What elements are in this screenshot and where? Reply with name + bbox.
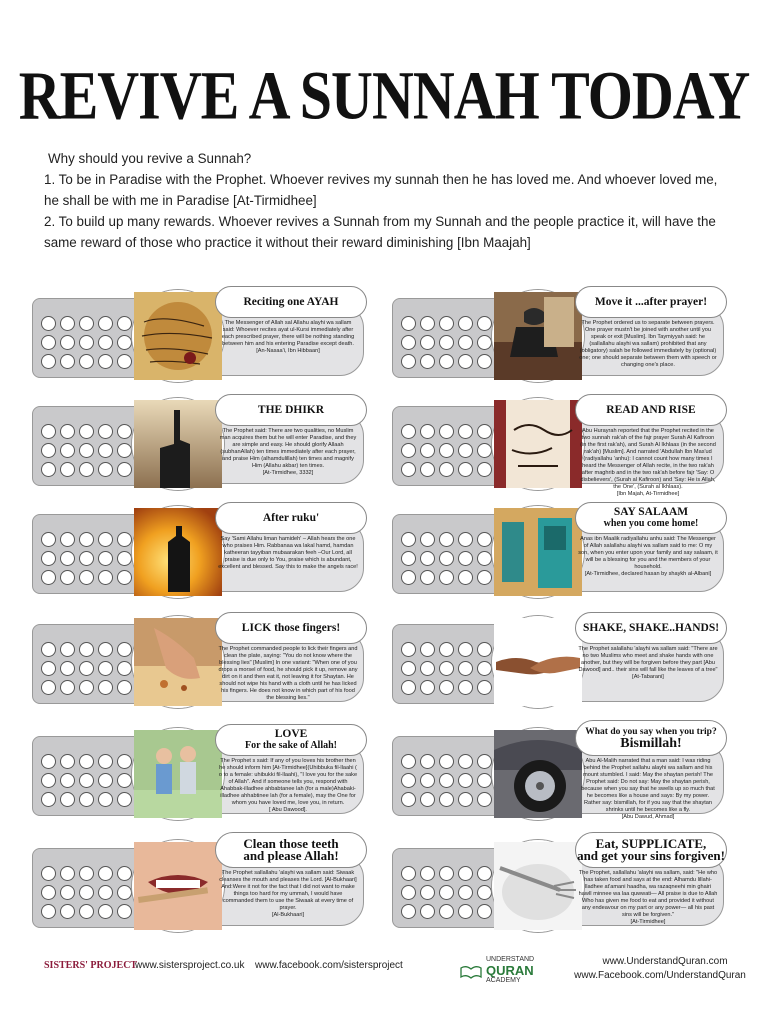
tracker-circle[interactable] (41, 866, 56, 881)
tracker-circle[interactable] (79, 532, 94, 547)
uq-website-link[interactable]: www.UnderstandQuran.com (602, 956, 728, 967)
sunset-silhouette-photo (132, 506, 224, 598)
tracker-circle[interactable] (458, 570, 473, 585)
page-title: REVIVE A SUNNAH TODAY (18, 57, 750, 134)
tracker-circle[interactable] (117, 424, 132, 439)
tracker-circle[interactable] (477, 754, 492, 769)
tracker-circle[interactable] (60, 904, 75, 919)
tracker-circle[interactable] (458, 904, 473, 919)
card-move-after-prayer (392, 290, 728, 383)
tracker-circle[interactable] (79, 885, 94, 900)
tracker-circle[interactable] (439, 551, 454, 566)
tracker-circle[interactable] (401, 754, 416, 769)
card-body: The Prophet, sallallahu 'alayhi wa sallam, said: "He who has taken food and says at the end: Alhamdu lillahi-lladhee at'amani haadha, wa razaqneehi min ghairi hawlI minnee wa laa quwwati— All praise is due to Allah Who has given me food to eat and provided it without any endeavour on my part or any power— all his past sins will be forgiven." [At-Tirmidhee] (578, 870, 718, 925)
tracker-circle[interactable] (401, 570, 416, 585)
tracker-circle[interactable] (401, 904, 416, 919)
tracker-circle[interactable] (98, 754, 113, 769)
tracker-circle[interactable] (60, 532, 75, 547)
tracker-circle[interactable] (79, 316, 94, 331)
tracker-circle[interactable] (439, 335, 454, 350)
tracker-circle[interactable] (60, 424, 75, 439)
tracker-circle[interactable] (41, 443, 56, 458)
tracker-circle[interactable] (79, 792, 94, 807)
tracker-circle[interactable] (439, 754, 454, 769)
tracker-circle[interactable] (420, 642, 435, 657)
card-body: Abu Hurayrah reported that the Prophet recited in the two sunnah rak'ah of the fajr prayer Surah Al Kafiroon (in the first rak'ah), and Surah Al Ikhlaas (in the second rak'ah) [Muslim]. And narrated 'Abdullah Ibn Mas'ud (radiyallahu 'anhu): I cannot count how many times I heard the Messenger of Allah recite, in the two rak'ah after maghrib and in the two rak'ah before fajr 'Say: O disbelievers', (Surah al Kafiroon) and 'Say: He is Allah, the One', (Surah al Ikhlaas). [Ibn Majah, At-Tirmidhee] (580, 428, 716, 497)
tracker-circle[interactable] (41, 754, 56, 769)
tracker-circle[interactable] (420, 424, 435, 439)
tracker-circle[interactable] (420, 335, 435, 350)
tracker-circle[interactable] (79, 462, 94, 477)
card-heading: LOVE For the sake of Allah! (215, 724, 367, 756)
card-body: The Prophet s said: If any of you loves his brother then he should inform him [At-Tirmidhee](Uhibbuka fil-llaahi ( o to a female: uhibukki fil-llaahi), "I love you for the sake of Allah". And if someone tells you, respond with Ahabbak-illadhee ahbabtanee lah (for a male)Ahabaki-illadhee ahhabtinee lah (for a female), may the One for whom you have loved me, love you, in return. [ Abu Dawood]. (218, 758, 358, 813)
tracker-circle[interactable] (401, 680, 416, 695)
tracker-circle[interactable] (458, 316, 473, 331)
tracker-circle[interactable] (401, 532, 416, 547)
tracker-circle[interactable] (477, 335, 492, 350)
tracker-circle[interactable] (41, 904, 56, 919)
tracker-circle[interactable] (458, 551, 473, 566)
footer (0, 950, 768, 990)
card-heading: Eat, SUPPLICATE, and get your sins forgiven! (575, 832, 727, 868)
tracker-circle[interactable] (60, 885, 75, 900)
tracker-circle[interactable] (41, 642, 56, 657)
tracker-circle[interactable] (439, 661, 454, 676)
tracker-circle[interactable] (41, 462, 56, 477)
card-heading: What do you say when you trip? Bismillah! (575, 720, 727, 756)
uq-sub-text: ACADEMY (486, 977, 521, 984)
card-body: The Prophet ordered us to separate between prayers. One prayer mustn't be joined with another until you speak or exit [Muslim]. Ibn Taymiyyah said: he (sallallahu alayhi wa sallam) prohibited that any (obligatory) salah be followed immediately by (optional) one; one should separate between them with speech or changing one's place. (579, 320, 717, 368)
tracker-circle[interactable] (420, 316, 435, 331)
card-heading: Move it ...after prayer! (575, 286, 727, 318)
tracker-circle[interactable] (477, 680, 492, 695)
tracker-circle[interactable] (79, 904, 94, 919)
tracker-circle[interactable] (41, 680, 56, 695)
tracker-circle[interactable] (420, 354, 435, 369)
tracker-circle[interactable] (79, 661, 94, 676)
intro-reason-1-line-2: he shall be with me in Paradise [At-Tirmidhee] (44, 193, 317, 208)
tracker-circle[interactable] (41, 661, 56, 676)
tracker-circle[interactable] (420, 904, 435, 919)
tracker-circle[interactable] (41, 424, 56, 439)
tracker-circle[interactable] (79, 424, 94, 439)
tracker-circle[interactable] (98, 443, 113, 458)
tracker-circle[interactable] (98, 354, 113, 369)
tracker-circle[interactable] (98, 551, 113, 566)
card-read-and-rise (392, 398, 728, 497)
tracker-circle[interactable] (98, 462, 113, 477)
tracker-circle[interactable] (60, 866, 75, 881)
tracker-circle[interactable] (401, 773, 416, 788)
tracker-circle[interactable] (41, 885, 56, 900)
book-icon (460, 964, 482, 978)
tracker-circle[interactable] (439, 424, 454, 439)
card-heading: After ruku' (215, 502, 367, 534)
tracker-circle[interactable] (60, 354, 75, 369)
tracker-circle[interactable] (458, 773, 473, 788)
tracker-circle[interactable] (79, 354, 94, 369)
uq-facebook-link[interactable]: www.Facebook.com/UnderstandQuran (574, 970, 746, 981)
sisters-facebook-link[interactable]: www.facebook.com/sistersproject (255, 960, 403, 971)
tracker-circle[interactable] (477, 885, 492, 900)
tracker-circle[interactable] (79, 866, 94, 881)
car-wheel-photo (492, 728, 584, 820)
tracker-circle[interactable] (60, 792, 75, 807)
tracker-circle[interactable] (420, 773, 435, 788)
tracker-circle[interactable] (60, 335, 75, 350)
tracker-circle[interactable] (439, 680, 454, 695)
tracker-circle[interactable] (98, 866, 113, 881)
tracker-circle[interactable] (458, 642, 473, 657)
tracker-circle[interactable] (458, 354, 473, 369)
tracker-circle[interactable] (458, 443, 473, 458)
tracker-circle[interactable] (117, 754, 132, 769)
tracker-circle[interactable] (98, 680, 113, 695)
tracker-circle[interactable] (117, 792, 132, 807)
tracker-circle[interactable] (79, 335, 94, 350)
tracker-circle[interactable] (60, 754, 75, 769)
tracker-circle[interactable] (60, 316, 75, 331)
tracker-circle[interactable] (117, 885, 132, 900)
hand-food-photo (132, 616, 224, 708)
card-eat-supplicate (392, 836, 728, 933)
tracker-circle[interactable] (41, 316, 56, 331)
intro-section (44, 148, 724, 253)
tracker-circle[interactable] (420, 866, 435, 881)
tracker-circle[interactable] (60, 661, 75, 676)
tracker-circle[interactable] (420, 551, 435, 566)
tracker-circle[interactable] (458, 661, 473, 676)
tracker-circle[interactable] (117, 335, 132, 350)
tracker-circle[interactable] (79, 443, 94, 458)
intro-reason-2-line-1: 2. To build up many rewards. Whoever revives a Sunnah from my Sunnah and the people practice it, will have the (44, 214, 716, 229)
tracker-circle[interactable] (117, 904, 132, 919)
tracker-circle[interactable] (420, 443, 435, 458)
tracker-circle[interactable] (79, 680, 94, 695)
tracker-circle[interactable] (98, 661, 113, 676)
tracker-circle[interactable] (458, 754, 473, 769)
tracker-circle[interactable] (401, 885, 416, 900)
tracker-circle[interactable] (117, 642, 132, 657)
card-say-salaam (392, 506, 728, 599)
tracker-circle[interactable] (79, 551, 94, 566)
tracker-circle[interactable] (117, 462, 132, 477)
tracker-circle[interactable] (420, 754, 435, 769)
tracker-circle[interactable] (117, 532, 132, 547)
tracker-circle[interactable] (477, 443, 492, 458)
tracker-circle[interactable] (439, 316, 454, 331)
tracker-circle[interactable] (401, 443, 416, 458)
card-the-dhikr (32, 398, 368, 491)
tracker-circle[interactable] (117, 316, 132, 331)
tracker-circle[interactable] (477, 532, 492, 547)
tracker-circle[interactable] (98, 424, 113, 439)
tracker-circle[interactable] (477, 354, 492, 369)
tracker-circle[interactable] (458, 462, 473, 477)
tracker-circle[interactable] (458, 532, 473, 547)
uq-top-text: UNDERSTAND (486, 956, 535, 963)
tracker-circle[interactable] (117, 773, 132, 788)
tracker-circle[interactable] (458, 866, 473, 881)
tracker-circle[interactable] (117, 354, 132, 369)
tracker-circle[interactable] (117, 551, 132, 566)
sisters-project-logo: SISTERS' PROJECT (44, 960, 138, 971)
quran-page-photo (132, 290, 224, 382)
tracker-circle[interactable] (439, 866, 454, 881)
tracker-circle[interactable] (458, 424, 473, 439)
card-heading: THE DHIKR (215, 394, 367, 426)
tracker-circle[interactable] (117, 866, 132, 881)
tracker-circle[interactable] (117, 680, 132, 695)
tracker-circle[interactable] (41, 532, 56, 547)
tracker-circle[interactable] (420, 462, 435, 477)
intro-question: Why should you revive a Sunnah? (48, 151, 252, 166)
uq-main-text: QURAN (486, 963, 534, 978)
tracker-circle[interactable] (98, 642, 113, 657)
tracker-circle[interactable] (117, 443, 132, 458)
tracker-circle[interactable] (60, 642, 75, 657)
tracker-circle[interactable] (439, 354, 454, 369)
understand-quran-logo (460, 956, 534, 985)
praying-man-photo (492, 290, 584, 382)
card-lick-fingers (32, 616, 368, 709)
tracker-circle[interactable] (117, 570, 132, 585)
tracker-circle[interactable] (98, 904, 113, 919)
tracker-circle[interactable] (439, 904, 454, 919)
tracker-circle[interactable] (98, 792, 113, 807)
tracker-circle[interactable] (41, 551, 56, 566)
raised-finger-photo (132, 398, 224, 490)
tracker-circle[interactable] (98, 532, 113, 547)
tracker-circle[interactable] (420, 792, 435, 807)
tracker-circle[interactable] (420, 661, 435, 676)
tracker-circle[interactable] (477, 792, 492, 807)
tracker-circle[interactable] (98, 885, 113, 900)
tracker-circle[interactable] (420, 680, 435, 695)
tracker-circle[interactable] (458, 680, 473, 695)
tracker-circle[interactable] (79, 642, 94, 657)
tracker-circle[interactable] (41, 354, 56, 369)
tracker-circle[interactable] (439, 885, 454, 900)
intro-reason-2-line-2: same reward of those who practice it without their reward diminishing [Ibn Maajah] (44, 235, 531, 250)
card-after-ruku (32, 506, 368, 599)
tracker-circle[interactable] (60, 680, 75, 695)
tracker-circle[interactable] (401, 642, 416, 657)
intro-reason-1-line-1: 1. To be in Paradise with the Prophet. Whoever revives my sunnah then he has loved me. And whoever loved me, (44, 172, 718, 187)
card-clean-teeth (32, 836, 368, 933)
tracker-circle[interactable] (401, 661, 416, 676)
tracker-circle[interactable] (60, 570, 75, 585)
tracker-circle[interactable] (477, 904, 492, 919)
card-heading: Reciting one AYAH (215, 286, 367, 318)
tracker-circle[interactable] (458, 885, 473, 900)
tracker-circle[interactable] (477, 773, 492, 788)
tracker-circle[interactable] (401, 316, 416, 331)
tracker-circle[interactable] (401, 551, 416, 566)
tracker-circle[interactable] (420, 532, 435, 547)
tracker-circle[interactable] (439, 773, 454, 788)
tracker-circle[interactable] (98, 570, 113, 585)
tracker-circle[interactable] (439, 792, 454, 807)
card-body: The Prophet said: There are two qualities, no Muslim man acquires them but he will enter Paradise, and they are simple and easy. He should glorify Allaah (subhanAllah) ten times immediately after each prayer, and praise Him (alhamdulillah) ten times and magnify Him (Allahu akbar) ten times. [At-Tirmidhee, 3332] (219, 428, 357, 476)
tracker-circle[interactable] (439, 443, 454, 458)
tracker-circle[interactable] (477, 642, 492, 657)
tracker-circle[interactable] (477, 661, 492, 676)
card-bismillah (392, 728, 728, 821)
tracker-circle[interactable] (458, 335, 473, 350)
tracker-circle[interactable] (41, 792, 56, 807)
tracker-circle[interactable] (401, 335, 416, 350)
arabic-calligraphy-photo (492, 398, 584, 490)
card-body: Abu Al-Malih narrated that a man said: I was riding behind the Prophet sallahu alayhi wa sallam and his mount stumbled. I said: May the shaytan perish! The Prophet said: Do not say: May the shaytan perish, because when you say that he swells up so much that he becomes like a house and says: By my power. Rather say: bismillah, for if you say that the shaytan shrinks until he becomes like a fly. [Abu Dawud, Ahmad] (581, 758, 715, 820)
tracker-circle[interactable] (117, 661, 132, 676)
tracker-circle[interactable] (477, 570, 492, 585)
tracker-circle[interactable] (401, 462, 416, 477)
tracker-circle[interactable] (477, 866, 492, 881)
card-body: The Messenger of Allah sal Allahu alayhi wa sallam said: Whoever recites ayat ul-Kursi immediately after each prescribed prayer, there will be nothing standing between him and his entering Paradise except death. [An-Nasaa'i, Ibn Hibbaan] (221, 320, 355, 354)
tracker-circle[interactable] (98, 335, 113, 350)
card-reciting-ayah (32, 290, 368, 383)
tracker-circle[interactable] (79, 773, 94, 788)
card-heading: SHAKE, SHAKE..HANDS! (575, 612, 727, 644)
tracker-circle[interactable] (439, 642, 454, 657)
tracker-circle[interactable] (41, 773, 56, 788)
tracker-circle[interactable] (60, 462, 75, 477)
fork-plate-photo (492, 840, 584, 932)
siwaak-smile-photo (132, 840, 224, 932)
card-body: The Prophet commanded people to lick their fingers and clean the plate, saying: "You do not know where the blessing lies" [Muslim] In one variant: "When one of you drops a morsel of food, he should pick it up, remove any dirt on it and then eat it, not leaving it for Shaytan. He should not wipe his hand with a cloth until he has licked his fingers. He does not know in which part of his food the blessing lies." (218, 646, 358, 701)
tracker-circle[interactable] (458, 792, 473, 807)
tracker-circle[interactable] (401, 792, 416, 807)
tracker-circle[interactable] (60, 443, 75, 458)
card-love (32, 728, 368, 821)
tracker-circle[interactable] (401, 424, 416, 439)
children-photo (132, 728, 224, 820)
tracker-circle[interactable] (439, 570, 454, 585)
tracker-circle[interactable] (420, 570, 435, 585)
card-heading: READ AND RISE (575, 394, 727, 426)
tracker-circle[interactable] (439, 462, 454, 477)
tracker-circle[interactable] (98, 773, 113, 788)
card-body: Anas ibn Maalik radiyallahu anhu said: The Messenger of Allah salallahu alayhi wa sallam said to me: O my son, when you enter upon your family and say salaam, it will be a blessing for you and the members of your household. [At-Tirmidhee, declared hasan by shaykh al-Albani] (578, 536, 718, 577)
card-body: Say 'Sami Allahu liman hamideh' – Allah hears the one who praises Him. Rabbanaa wa lakal hamd, hamdan katheeran tayyiban mubaarakan feeh –Our Lord, all praise is due only to You, praise which is abundant, excellent and blessed. Say this to make the angels race! (218, 536, 358, 570)
doors-photo (492, 506, 584, 598)
tracker-circle[interactable] (420, 885, 435, 900)
card-heading: SAY SALAAM when you come home! (575, 502, 727, 534)
tracker-circle[interactable] (41, 570, 56, 585)
tracker-circle[interactable] (60, 551, 75, 566)
tracker-circle[interactable] (477, 462, 492, 477)
tracker-circle[interactable] (477, 424, 492, 439)
tracker-circle[interactable] (79, 570, 94, 585)
sisters-website-link[interactable]: www.sistersproject.co.uk (135, 960, 245, 971)
card-body: The Prophet sallallahu 'alayhi wa sallam said: Siwaak cleanses the mouth and pleases the Lord. [Al-Bukhaari] And:Were it not for the fact that I did not want to make things too hard for my ummah, I would have commanded them to use the Siwaak at every time of prayer. [Al-Bukhaari] (219, 870, 357, 918)
handshake-photo (492, 616, 584, 708)
card-shake-hands (392, 616, 728, 709)
tracker-circle[interactable] (401, 866, 416, 881)
tracker-circle[interactable] (477, 316, 492, 331)
tracker-circle[interactable] (439, 532, 454, 547)
card-body: The Prophet salallahu 'alayhi wa sallam said: "There are no two Muslims who meet and shake hands with one another, but they will be forgiven before they part [Abu Dawood] and.. their sins will fall like the leaves of a tree" [At-Tabarani] (578, 646, 718, 680)
tracker-circle[interactable] (98, 316, 113, 331)
tracker-circle[interactable] (477, 551, 492, 566)
card-heading: LICK those fingers! (215, 612, 367, 644)
tracker-circle[interactable] (60, 773, 75, 788)
tracker-circle[interactable] (401, 354, 416, 369)
card-heading: Clean those teeth and please Allah! (215, 832, 367, 868)
tracker-circle[interactable] (79, 754, 94, 769)
tracker-circle[interactable] (41, 335, 56, 350)
